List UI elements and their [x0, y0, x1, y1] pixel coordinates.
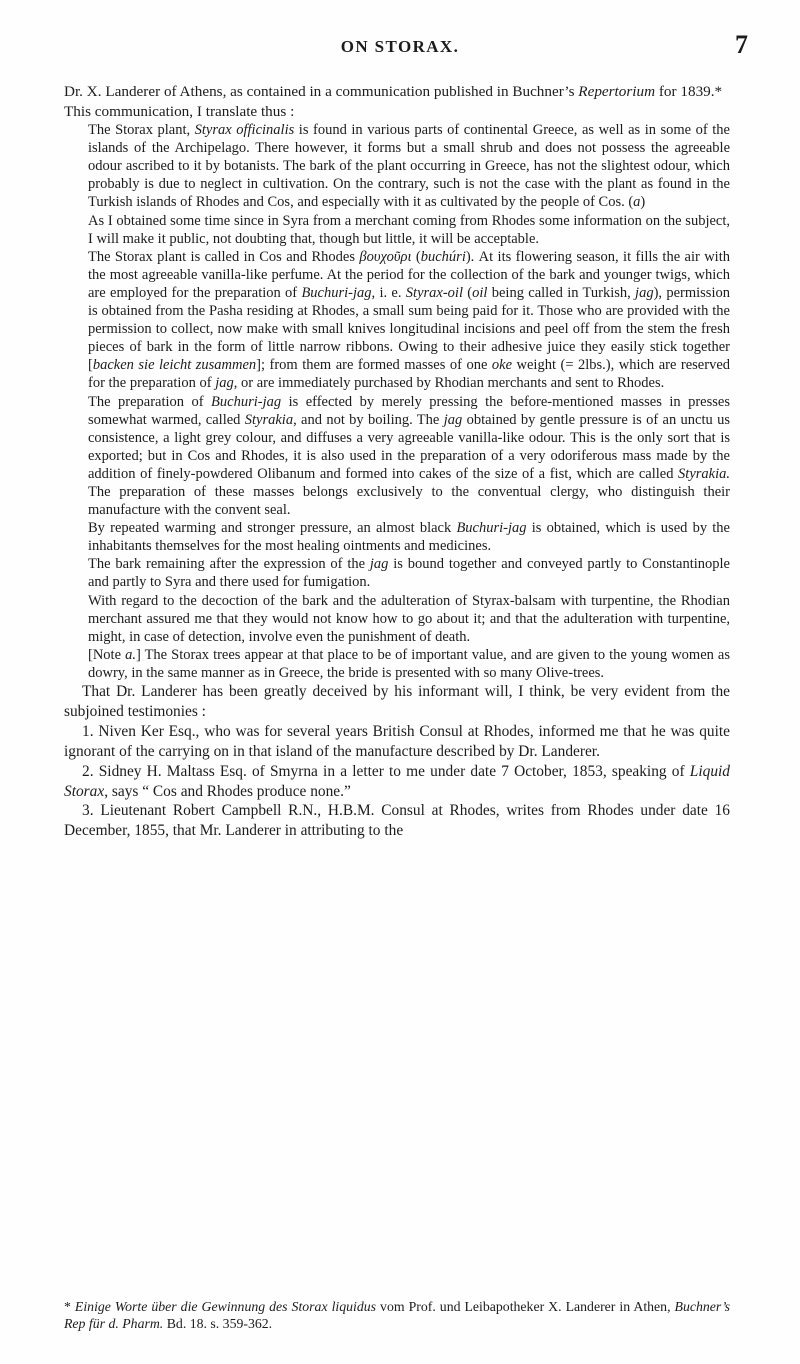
quote-paragraph-1: The Storax plant, Styrax officinalis is found in various parts of continental Greece, as well as in some of the islands of the Archipelago. There however, it forms but a small shrub and does not possess the agreeable odour ascribed to it by botanists. The bark of the plant occurring in Greece, has not the slightest odour, which probably is due to neglect in cultivation. On the contrary, such is not the case with the plant as found in the Turkish islands of Rhodes and Cos, and especially with it as cultivated by the people of Cos. (a) — [88, 122, 730, 211]
main-text — [64, 82, 730, 841]
quote-paragraph-2: As I obtained some time since in Syra from a merchant coming from Rhodes some information on the subject, I will make it public, not doubting that, though but little, it will be acceptable. — [88, 212, 730, 247]
intro-paragraph: Dr. X. Landerer of Athens, as contained in a communication published in Buchner’s Repertorium for 1839.* — [64, 83, 723, 100]
quote-paragraph-8: [Note a.] The Storax trees appear at that place to be of important value, and are given to the young women as dowry, in the same manner as in Greece, the bride is presented with so many Olive-trees. — [88, 646, 731, 681]
running-title: ON STORAX. — [340, 37, 460, 56]
testimony-2: 2. Sidney H. Maltass Esq. of Smyrna in a letter to me under date 7 October, 1853, speaking of Liquid Storax, says “ Cos and Rhodes produce none.” — [64, 762, 730, 800]
intro-translate-line: This communication, I translate thus : — [64, 102, 295, 120]
quote-paragraph-4: The preparation of Buchuri-jag is effected by merely pressing the before-mentioned masses in presses somewhat warmed, called Styrakia, and not by boiling. The jag obtained by gentle pressure is of an unctu us consistence, a light grey colour, and diffuses a very agreeable vanilla-like odour. This is the only sort that is exported; but in Cos and Rhodes, it is also used in the preparation of a very odoriferous mass made by the addition of finely-powdered Olibanum and formed into cakes of the size of a fist, which are called Styrakia. The preparation of these masses belongs exclusively to the conventual clergy, who distinguish their manufacture with the convent seal. — [88, 393, 730, 519]
footnote: * Einige Worte über die Gewinnung des Storax liquidus vom Prof. und Leibapotheker X. Landerer in Athen, Buchner’s Rep für d. Pharm. Bd. 18. s. 359-362. — [64, 1299, 730, 1331]
quote-paragraph-5: By repeated warming and stronger pressure, an almost black Buchuri-jag is obtained, which is used by the inhabitants themselves for the most healing ointments and medicines. — [88, 520, 730, 555]
translated-quote — [64, 121, 730, 682]
body-paragraph-1: That Dr. Landerer has been greatly deceived by his informant will, I think, be very evident from the subjoined testimonies : — [64, 683, 730, 720]
quote-paragraph-3: The Storax plant is called in Cos and Rhodes βουχοῦρι (buchúri). At its flowering season, it fills the air with the most agreeable vanilla-like perfume. At the period for the collection of the bark and younger twigs, which are employed for the preparation of Buchuri-jag, i. e. Styrax-oil (oil being called in Turkish, jag), permission is obtained from the Pasha residing at Rhodes, a small sum being paid for it. Those who are provided with the permission to collect, now make with small knives longitudinal incisions and peel off from the stem the fresh pieces of bark in the form of little narrow ribbons. Owing to their adhesive juice they easily stick together [backen sie leicht zusammen]; from them are formed masses of one oke weight (= 2lbs.), which are reserved for the preparation of jag, or are immediately purchased by Rhodian merchants and sent to Rhodes. — [88, 248, 731, 392]
testimony-3: 3. Lieutenant Robert Campbell R.N., H.B.M. Consul at Rhodes, writes from Rhodes under date 16 December, 1855, that Mr. Landerer in attributing to the — [64, 802, 730, 840]
running-head — [0, 30, 800, 59]
repertorium-title: Repertorium — [578, 83, 656, 100]
quote-paragraph-6: The bark remaining after the expression of the jag is bound together and conveyed partly to Constantinople and partly to Syra and there used for fumigation. — [88, 556, 730, 591]
quote-paragraph-7: With regard to the decoction of the bark and the adulteration of Styrax-balsam with turpentine, the Rhodian merchant assured me that they would not know how to go about it; and that the adulteration with turpentine, might, in case of detection, involve even the punishment of death. — [88, 592, 730, 645]
page-number: 7 — [735, 30, 748, 59]
testimony-1: 1. Niven Ker Esq., who was for several years British Consul at Rhodes, informed me that he was quite ignorant of the carrying on in that island of the manufacture described by Dr. Landerer. — [64, 722, 730, 760]
